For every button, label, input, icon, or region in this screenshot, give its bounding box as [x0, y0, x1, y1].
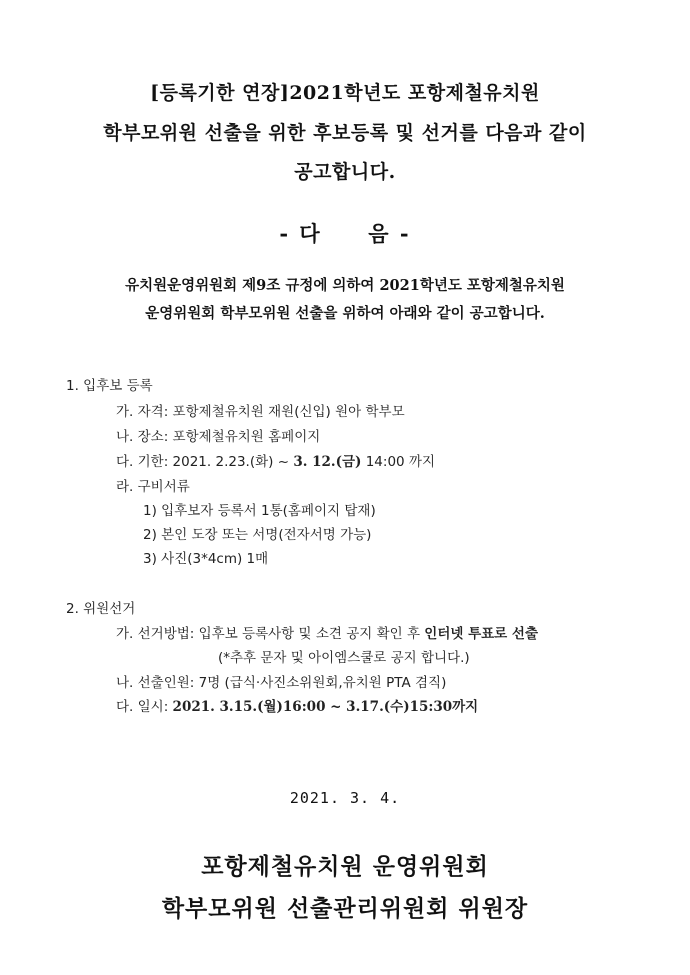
period-deadline: 3. 12.(금) [293, 454, 362, 470]
doc-item-2: 2) 본인 도장 또는 서명(전자서명 가능) [143, 527, 372, 543]
section1-period [116, 450, 435, 470]
section2-method-note: (*추후 문자 및 아이엠스쿨로 공지 합니다.) [218, 650, 470, 666]
method-prefix: 가. 선거방법: 입후보 등록사항 및 소견 공지 확인 후 [116, 626, 425, 642]
doc-item-3: 3) 사진(3*4cm) 1매 [143, 551, 269, 567]
section2-method [116, 622, 538, 642]
title-line-2: 학부모위원 선출을 위한 후보등록 및 선거를 다음과 같이 [103, 122, 587, 144]
title-line-1: [등록기한 연장]2021학년도 포항제철유치원 [150, 82, 540, 104]
intro-line-1: 유치원운영위원회 제9조 규정에 의하여 2021학년도 포항제철유치원 [125, 277, 565, 294]
heading-below: - 다 음 - [279, 221, 411, 246]
signature-line-2: 학부모위원 선출관리위원회 위원장 [161, 895, 529, 922]
signature-line-1: 포항제철유치원 운영위원회 [201, 853, 489, 880]
section1-qualification: 가. 자격: 포항제철유치원 재원(신입) 원아 학부모 [116, 404, 405, 420]
section1-documents: 라. 구비서류 [116, 479, 190, 495]
period-suffix: 14:00 까지 [361, 454, 435, 470]
schedule-prefix: 다. 일시: [116, 699, 173, 715]
method-online-vote: 인터넷 투표로 선출 [424, 626, 539, 642]
title-line-3: 공고합니다. [294, 161, 396, 183]
section2-title: 2. 위원선거 [66, 601, 136, 617]
section2-schedule [116, 695, 478, 715]
period-prefix: 다. 기한: 2021. 2.23.(화) ~ [116, 454, 294, 470]
schedule-dates: 2021. 3.15.(월)16:00 ~ 3.17.(수)15:30까지 [172, 699, 479, 715]
doc-item-1: 1) 입후보자 등록서 1통(홈페이지 탑재) [143, 503, 376, 519]
notice-date: 2021. 3. 4. [289, 789, 401, 807]
section1-title: 1. 입후보 등록 [66, 378, 153, 394]
section2-count: 나. 선출인원: 7명 (급식·사진소위원회,유치원 PTA 겸직) [116, 675, 447, 691]
section1-place: 나. 장소: 포항제철유치원 홈페이지 [116, 429, 321, 445]
intro-line-2: 운영위원회 학부모위원 선출을 위하여 아래와 같이 공고합니다. [145, 305, 545, 322]
